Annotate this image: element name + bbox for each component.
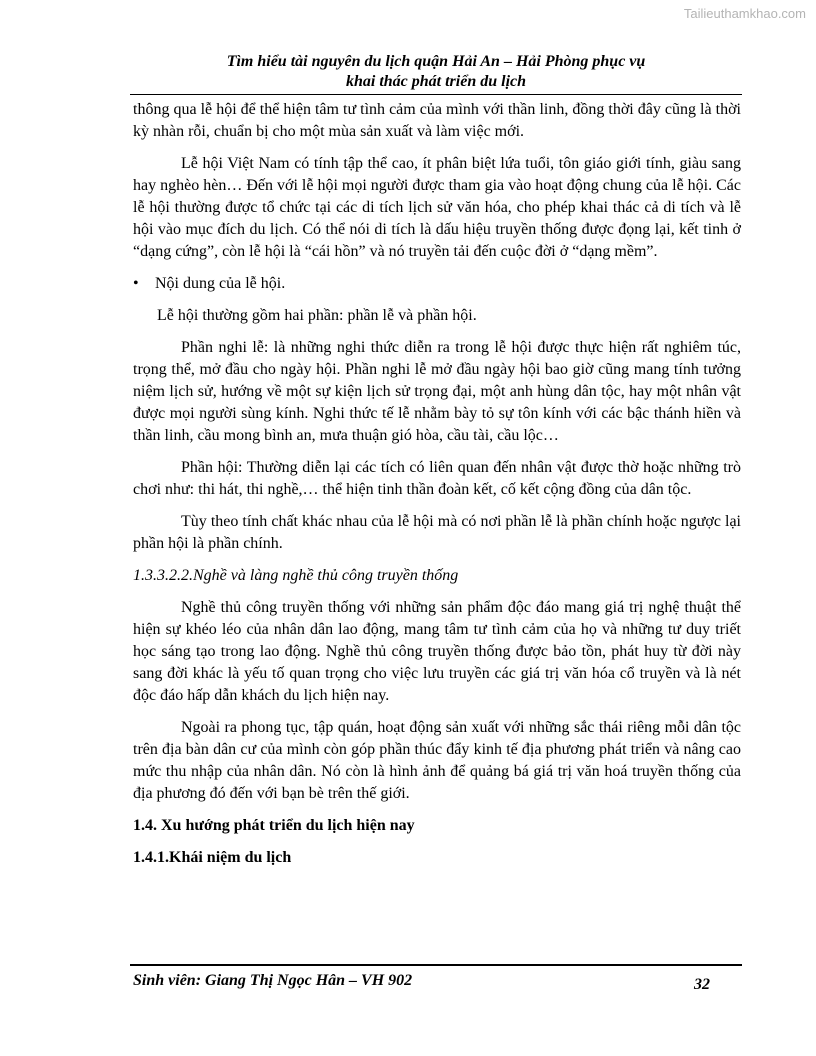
header-title-line1: Tìm hiểu tài nguyên du lịch quận Hải An – Hải Phòng phục vụ [226, 53, 646, 70]
header-divider [130, 94, 742, 95]
document-body [133, 99, 741, 879]
paragraph: Phần hội: Thường diễn lại các tích có liên quan đến nhân vật được thờ hoặc những trò chơi như: thi hát, thi nghề,… thể hiện tinh thần đoàn kết, cố kết cộng đồng của dân tộc. [133, 459, 741, 498]
paragraph: Ngoài ra phong tục, tập quán, hoạt động sản xuất với những sắc thái riêng mỗi dân tộc trên địa bàn dân cư của mình còn góp phần thúc đẩy kinh tế địa phương phát triển và nâng cao mức thu nhập của nhân dân. Nó còn là hình ảnh để quảng bá giá trị văn hoá truyền thống của địa phương đó đến với bạn bè trên thế giới. [133, 719, 741, 802]
section-heading: 1.3.3.2.2.Nghề và làng nghề thủ công truyền thống [133, 567, 459, 584]
paragraph: Phần nghi lễ: là những nghi thức diễn ra trong lễ hội được thực hiện rất nghiêm túc, trọng thể, mở đầu cho ngày hội. Phần nghi lễ mở đầu ngày hội bao giờ cũng mang tính tưởng niệm lịch sử, hướng về một sự kiện lịch sử trọng đại, một anh hùng dân tộc, hay một nhân vật được mọi người sùng kính. Nghi thức tế lễ nhằm bày tỏ sự tôn kính với các bậc thánh hiền và thần linh, cầu mong bình an, mưa thuận gió hòa, cầu tài, cầu lộc… [133, 339, 741, 444]
paragraph: Tùy theo tính chất khác nhau của lễ hội mà có nơi phần lễ là phần chính hoặc ngược lại phần hội là phần chính. [133, 513, 741, 552]
footer-author: Sinh viên: Giang Thị Ngọc Hân – VH 902 [133, 972, 413, 989]
paragraph: thông qua lễ hội để thể hiện tâm tư tình cảm của mình với thần linh, đồng thời đây cũng là thời kỳ nhàn rỗi, chuẩn bị cho một mùa sản xuất và làm việc mới. [133, 101, 741, 140]
bullet-icon: • [133, 275, 139, 292]
page-header [130, 52, 742, 92]
subsection-heading: 1.4.1.Khái niệm du lịch [133, 849, 292, 866]
footer-divider [130, 964, 742, 966]
bullet-item [133, 273, 741, 295]
paragraph: Lễ hội Việt Nam có tính tập thể cao, ít phân biệt lứa tuổi, tôn giáo giới tính, giàu sang hay nghèo hèn… Đến với lễ hội mọi người được tham gia vào hoạt động chung của lễ hội. Các lễ hội thường được tổ chức tại các di tích lịch sử văn hóa, cho phép khai thác cả di tích và lễ hội vào mục đích du lịch. Có thể nói di tích là dấu hiệu truyền thống được đọng lại, kết tinh ở “dạng cứng”, còn lễ hội là “cái hồn” và nó truyền tải đến cuộc đời ở “dạng mềm”. [133, 155, 741, 260]
paragraph: Lễ hội thường gồm hai phần: phần lễ và phần hội. [157, 307, 477, 324]
bullet-text: Nội dung của lễ hội. [155, 275, 286, 292]
header-title-line2: khai thác phát triển du lịch [345, 73, 527, 90]
page-number: 32 [694, 976, 710, 993]
section-heading: 1.4. Xu hướng phát triển du lịch hiện nay [133, 817, 415, 834]
watermark-text: Tailieuthamkhao.com [683, 6, 806, 21]
paragraph: Nghề thủ công truyền thống với những sản phẩm độc đáo mang giá trị nghệ thuật thể hiện sự khéo léo của nhân dân lao động, mang tâm tư tình cảm của họ và những tư duy triết học sáng tạo trong lao động. Nghề thủ công truyền thống được bảo tồn, phát huy từ đời này sang đời khác là yếu tố quan trọng cho việc lưu truyền các giá trị văn hóa cổ truyền và là nét độc đáo hấp dẫn khách du lịch hiện nay. [133, 599, 741, 704]
